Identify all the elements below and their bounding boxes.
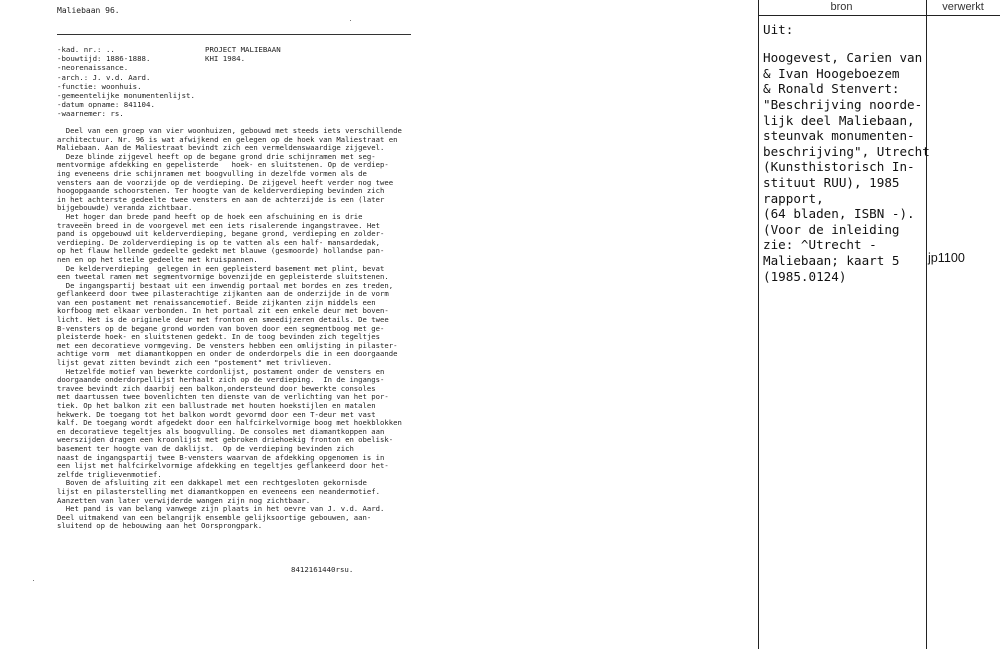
- document-code: 8412161440rsu.: [291, 565, 354, 574]
- citation-line: Maliebaan; kaart 5: [763, 252, 900, 268]
- text-line: en decoratieve tegeltjes als boogvulling. De consoles met diamantkoppen aan: [57, 426, 385, 436]
- project-line: KHI 1984.: [205, 54, 246, 64]
- text-line: pand is opgebouwd uit kelderverdieping, begane grond, verdieping en zolder-: [57, 229, 385, 239]
- text-line: een tweetal ramen met segmentvormige bovenzijde en gepleisterde sluitstenen.: [57, 272, 389, 282]
- citation-line: (Voor de inleiding: [763, 221, 900, 237]
- header-bron: bron: [830, 1, 853, 13]
- text-line: B-vensters op de begane grond worden van boven door een segmentboog met ge-: [57, 323, 385, 333]
- text-line: verdieping. De zolderverdieping is op te vatten als een half- mansardedak,: [57, 237, 381, 247]
- citation-line: (Kunsthistorisch In-: [763, 159, 915, 175]
- text-line: traveeën breed in de voorgevel met een iets risalerende ingangstravee. Het: [57, 220, 381, 230]
- citation-line: (1985.0124): [763, 268, 847, 284]
- citation-line: Hoogevest, Carien van: [763, 50, 923, 66]
- text-line: kalf. De toegang wordt afgedekt door een halfcirkelvormige boog met hoekblokken: [57, 418, 402, 428]
- citation-line: (64 bladen, ISBN -).: [763, 206, 915, 222]
- project-label: [205, 45, 281, 63]
- metadata-line: -kad. nr.: ..: [57, 45, 115, 54]
- citation-line: beschrijving", Utrecht: [763, 143, 930, 159]
- text-line: op het flauw hellende gedeelte gedekt met blauwe (gesmoorde) hollandse pan-: [57, 246, 385, 256]
- source-citation: [763, 22, 930, 284]
- divider: [57, 34, 411, 35]
- text-line: hoogopgaande schoorstenen. Ter hoogte van de kelderverdieping bevinden zich: [57, 186, 385, 196]
- text-line: weerszijden dragen een kroonlijst met gebroken driehoekig fronton en obelisk-: [57, 435, 394, 445]
- metadata-list: [57, 45, 195, 119]
- citation-line: & Ivan Hoogeboezem: [763, 65, 900, 81]
- text-line: achtige vorm met diamantkoppen en onder de onderdorpels die in een doorgaande: [57, 349, 398, 359]
- text-line: ing eveneens drie schijnramen met boogvulling in dezelfde vormen als de: [57, 168, 367, 178]
- text-line: De ingangspartij bestaat uit een inwendig portaal met bordes en zes treden,: [57, 280, 394, 290]
- verwerkt-code: jp1100: [928, 251, 965, 265]
- scan-speck: [350, 20, 351, 21]
- header-verwerkt: verwerkt: [942, 1, 984, 13]
- text-line: Maliebaan. Aan de Maliestraat bevindt zich een vermeldenswaardige zijgevel.: [57, 143, 385, 153]
- text-line: lijst gevat zitten bevindt zich een "postement" met trivlieven.: [57, 358, 332, 368]
- text-line: met daartussen twee bovenlichten ten dienste van de verlichting van het por-: [57, 392, 389, 402]
- text-line: mentvormige afdekking en gepelisterde hoek- en sluitstenen. Op de verdiep-: [57, 160, 389, 170]
- text-line: Boven de afsluiting zit een dakkapel met een rechtgesloten gekornisde: [57, 478, 367, 488]
- text-line: Deel uitmakend van een belangrijk ensemble gelijksoortige gebouwen, aan-: [57, 512, 372, 522]
- scan-speck: [33, 580, 34, 581]
- text-line: licht. Het is de originele deur met fronton en smeedijzeren details. De twee: [57, 315, 389, 325]
- text-line: in het achterste gedeelte twee vensters en aan de achterzijde is een (later: [57, 194, 385, 204]
- text-line: zelfde triglievenmotief.: [57, 469, 162, 479]
- text-line: tiek. Op het balkon zit een ballustrade met houten hoekstijlen en matalen: [57, 401, 376, 410]
- text-line: sluitend op de hebouwing aan het Oorsprongpark.: [57, 521, 263, 531]
- citation-line: Uit:: [763, 22, 794, 37]
- metadata-line: -bouwtijd: 1886-1888.: [57, 54, 151, 64]
- text-line: hekwerk. De toegang tot het balkon wordt gevormd door een T-deur met vast: [57, 409, 376, 419]
- text-line: doorgaande onderdorpellijst herhaalt zich op de verdieping. In de ingangs-: [57, 375, 385, 385]
- text-line: bijgebouwde) veranda zichtbaar.: [57, 203, 193, 213]
- citation-line: zie: ^Utrecht -: [763, 237, 877, 253]
- metadata-line: -gemeentelijke monumentenlijst.: [57, 91, 195, 101]
- text-line: vensters aan de voorzijde op de verdieping. De zijgevel heeft verder nog twee: [57, 177, 394, 187]
- text-line: nen en op het steile gedeelte met kruispannen.: [57, 254, 258, 264]
- text-line: met een decoratieve vormgeving. De vensters hebben een omlijsting in pilaster-: [57, 340, 398, 350]
- description-text: [57, 127, 402, 531]
- text-line: Het pand is van belang vanwege zijn plaats in het oevre van J. v.d. Aard.: [57, 504, 385, 514]
- text-line: Aanzetten van later verwijderde wangen zijn nog zichtbaar.: [57, 495, 311, 505]
- text-line: een lijst met halfcirkelvormige afdekking en tegeltjes geflankeerd door het-: [57, 461, 389, 471]
- citation-line: rapport,: [763, 190, 824, 206]
- citation-line: stituut RUU), 1985: [763, 174, 900, 190]
- citation-line: steunvak monumenten-: [763, 128, 915, 144]
- text-line: De kelderverdieping gelegen in een gepleisterd basement met plint, bevat: [57, 263, 385, 273]
- text-line: naast de ingangspartij twee B-vensters waarvan de afdekking opgenomen is in: [57, 452, 385, 462]
- text-line: basement ter hoogte van de daklijst. Op de verdieping bevinden zich: [57, 443, 354, 453]
- document-title: Maliebaan 96.: [57, 6, 120, 15]
- text-line: Hetzelfde motief van bewerkte cordonlijst, postament onder de vensters en: [57, 366, 385, 376]
- metadata-line: -neorenaissance.: [57, 63, 129, 73]
- text-line: Deze blinde zijgevel heeft op de begane grond drie schijnramen met seg-: [57, 151, 376, 161]
- citation-line: lijk deel Maliebaan,: [763, 112, 915, 128]
- project-line: PROJECT MALIEBAAN: [205, 45, 281, 54]
- text-line: Deel van een groep van vier woonhuizen, gebouwd met steeds iets verschillende: [57, 126, 402, 135]
- metadata-line: -datum opname: 841104.: [57, 100, 155, 110]
- text-line: geflankeerd door twee pilasterachtige zijkanten aan de onderzijde in de vorm: [57, 289, 389, 299]
- text-line: travee bevindt zich daarbij een balkon,ondersteund door bewerkte consoles: [57, 383, 376, 393]
- header-divider: [758, 15, 1000, 16]
- text-line: pleisterde hoek- en sluitstenen gedekt. In de toog bevinden zich tegeltjes: [57, 332, 381, 342]
- metadata-line: -waarnemer: rs.: [57, 109, 124, 119]
- text-line: van een postament met renaissancemotief. Beide zijkanten zijn middels een: [57, 297, 376, 307]
- citation-line: & Ronald Stenvert:: [763, 81, 900, 97]
- text-line: korfboog met elkaar verbonden. In het portaal zit een enkele deur met boven-: [57, 306, 389, 316]
- citation-line: [763, 38, 930, 51]
- metadata-line: -functie: woonhuis.: [57, 81, 142, 91]
- metadata-line: -arch.: J. v.d. Aard.: [57, 72, 151, 82]
- text-line: architectuur. Nr. 96 is wat afwijkend en gelegen op de hoek van Maliestraat en: [57, 134, 398, 144]
- text-line: lijst en pilasterstelling met diamantkoppen en eveneens een neandermotief.: [57, 486, 381, 496]
- text-line: Het hoger dan brede pand heeft op de hoek een afschuining en is drie: [57, 211, 363, 221]
- citation-line: "Beschrijving noorde-: [763, 96, 923, 112]
